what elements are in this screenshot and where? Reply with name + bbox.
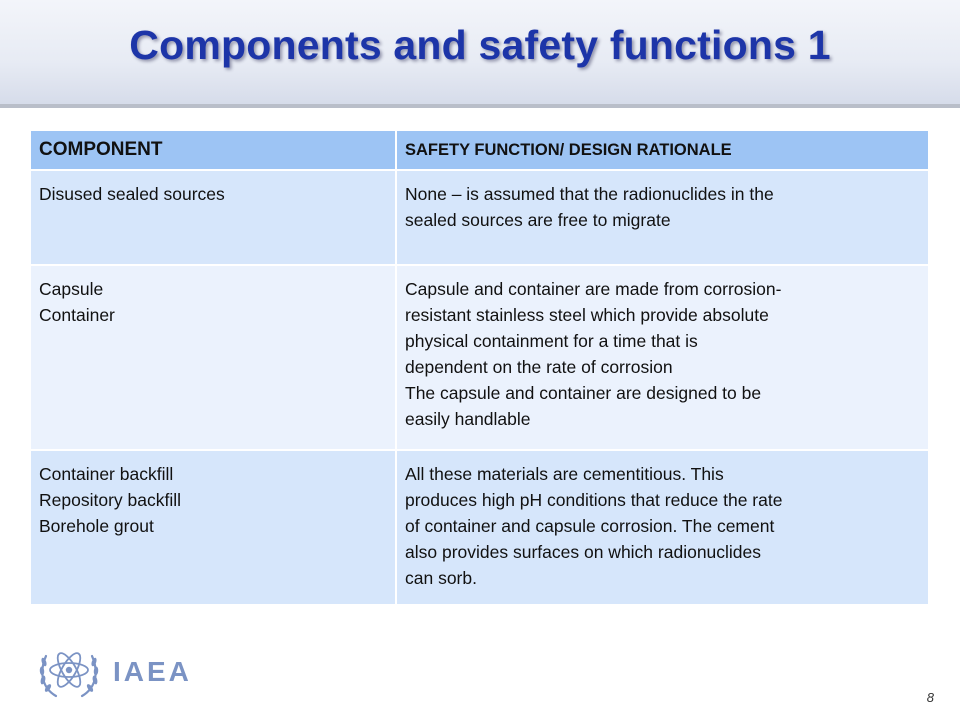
iaea-emblem-icon: [36, 640, 102, 702]
cell-line: sealed sources are free to migrate: [405, 210, 671, 230]
rationale-cell: [396, 170, 929, 265]
cell-line: resistant stainless steel which provide absolute: [405, 305, 769, 325]
rationale-cell: [396, 450, 929, 605]
cell-line: Capsule: [39, 279, 104, 299]
cell-line: Container: [39, 305, 115, 325]
rationale-cell: [396, 265, 929, 450]
table-row: [30, 450, 929, 605]
cell-line: The capsule and container are designed to be: [405, 383, 762, 403]
cell-line: Disused sealed sources: [39, 184, 225, 204]
cell-line: Container backfill: [39, 464, 174, 484]
component-cell: [30, 170, 396, 265]
cell-line: produces high pH conditions that reduce the rate: [405, 490, 783, 510]
component-cell: [30, 265, 396, 450]
cell-line: can sorb.: [405, 568, 477, 588]
cell-line: dependent on the rate of corrosion: [405, 357, 673, 377]
iaea-logo-text: IAEA: [113, 656, 192, 687]
cell-line: None – is assumed that the radionuclides in the: [405, 184, 774, 204]
component-cell: [30, 450, 396, 605]
components-table: [29, 129, 930, 606]
table-row: [30, 170, 929, 265]
column-header-safety-function: SAFETY FUNCTION/ DESIGN RATIONALE: [396, 130, 929, 170]
cell-line: Repository backfill: [39, 490, 181, 510]
table-row: [30, 265, 929, 450]
cell-line: Capsule and container are made from corrosion-: [405, 279, 782, 299]
cell-line: easily handlable: [405, 409, 531, 429]
cell-line: Borehole grout: [39, 516, 154, 536]
page-number: 8: [926, 690, 934, 705]
cell-line: physical containment for a time that is: [405, 331, 698, 351]
column-header-component: COMPONENT: [30, 130, 396, 170]
cell-line: of container and capsule corrosion. The cement: [405, 516, 775, 536]
slide-title: Components and safety functions 1: [129, 22, 831, 68]
table-header-row: [30, 130, 929, 170]
cell-line: All these materials are cementitious. This: [405, 464, 724, 484]
cell-line: also provides surfaces on which radionuclides: [405, 542, 762, 562]
